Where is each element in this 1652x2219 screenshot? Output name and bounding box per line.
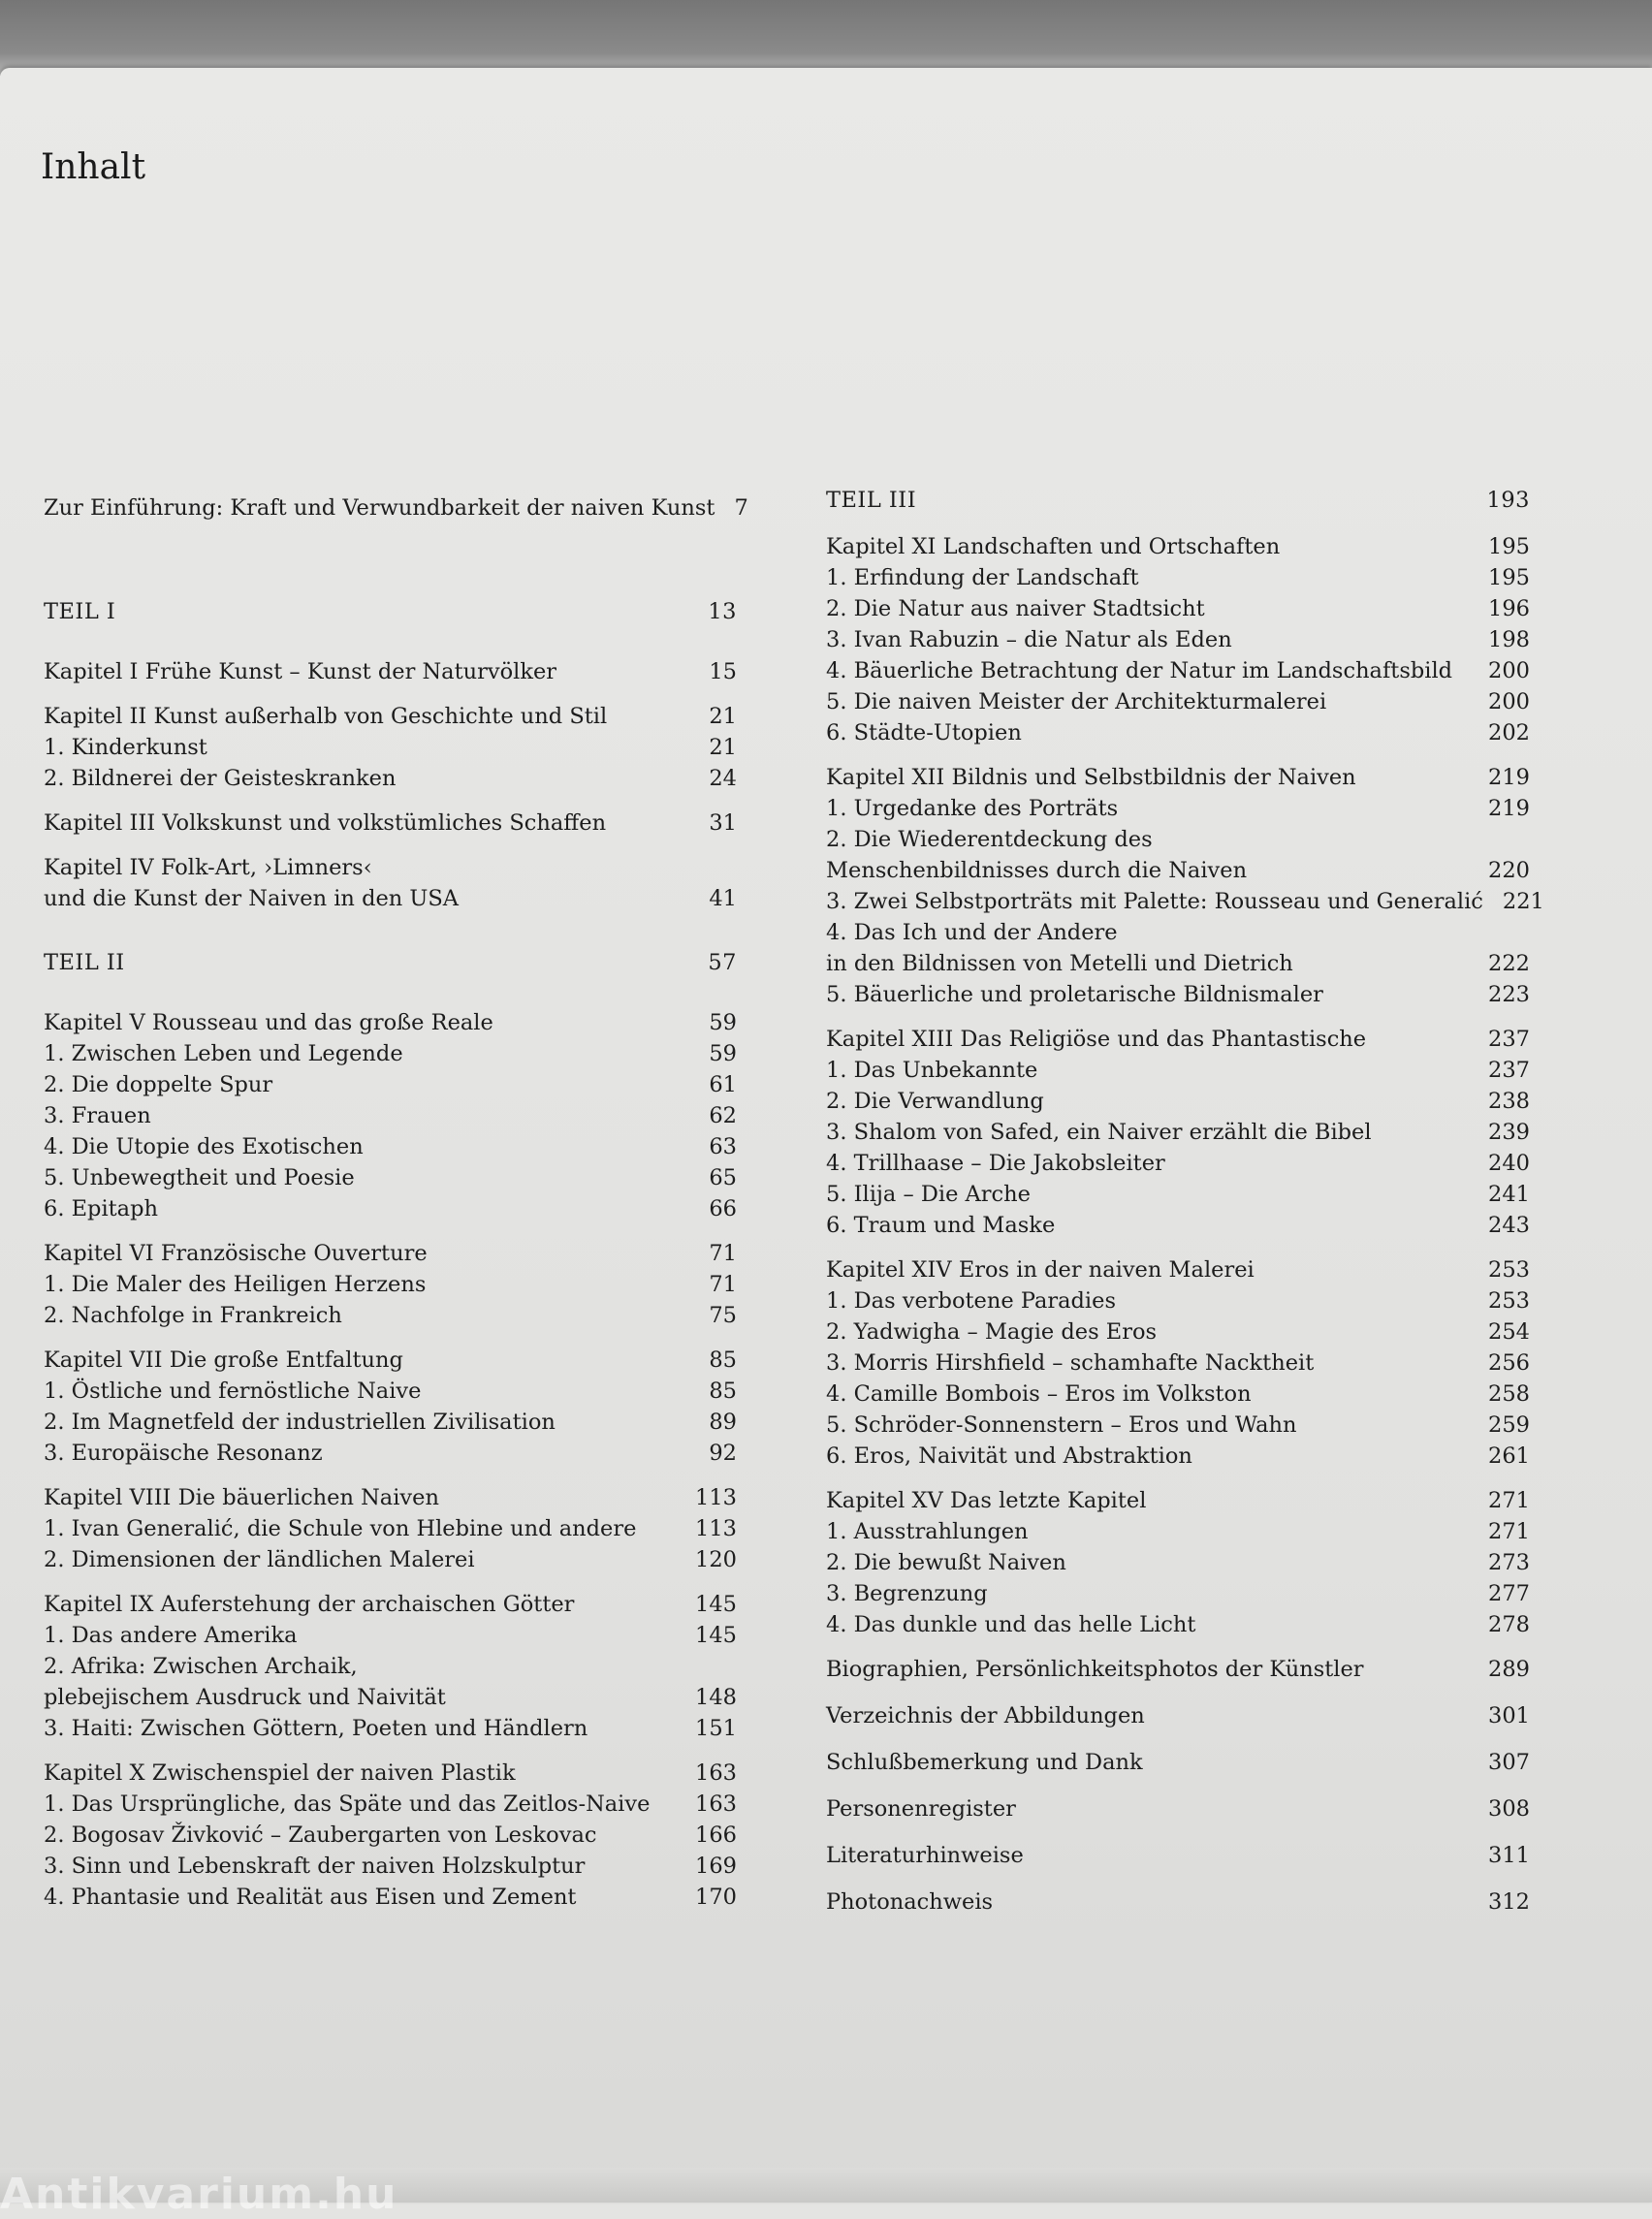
- toc-section-entry[interactable]: [44, 1407, 737, 1438]
- toc-section-entry[interactable]: [44, 763, 737, 794]
- entry-title: Kapitel XI Landschaften und Ortschaften: [826, 534, 1281, 559]
- toc-section-entry[interactable]: [826, 686, 1530, 717]
- entry-page: 31: [709, 810, 737, 836]
- part-title: TEIL I: [44, 599, 116, 624]
- entry-page: 271: [1488, 1488, 1530, 1513]
- toc-section-entry[interactable]: [44, 1544, 737, 1575]
- entry-page: 237: [1488, 1058, 1530, 1083]
- toc-section-entry[interactable]: [44, 1820, 737, 1851]
- toc-section-entry[interactable]: [826, 655, 1530, 686]
- entry-title: Kapitel III Volkskunst und volkstümliches Schaffen: [44, 810, 607, 836]
- entry-page: 223: [1488, 982, 1530, 1007]
- toc-section-entry[interactable]: [826, 948, 1530, 979]
- chapter-group: [44, 1589, 737, 1744]
- entry-title: 6. Eros, Naivität und Abstraktion: [826, 1443, 1192, 1469]
- entry-page: 59: [709, 1010, 737, 1035]
- entry-page: 240: [1488, 1151, 1530, 1176]
- entry-title: Kapitel II Kunst außerhalb von Geschichte und Stil: [44, 704, 608, 729]
- entry-title: Personenregister: [826, 1796, 1016, 1822]
- entry-page: 89: [709, 1410, 737, 1435]
- entry-title: 2. Im Magnetfeld der industriellen Zivilisation: [44, 1410, 556, 1435]
- entry-title: und die Kunst der Naiven in den USA: [44, 886, 460, 911]
- toc-section-entry[interactable]: [826, 1609, 1530, 1640]
- entry-title: Kapitel XV Das letzte Kapitel: [826, 1488, 1147, 1513]
- entry-title: 6. Traum und Maske: [826, 1213, 1056, 1238]
- part-title: TEIL II: [44, 950, 125, 975]
- entry-title: Kapitel V Rousseau und das große Reale: [44, 1010, 493, 1035]
- toc-section-entry[interactable]: [44, 1131, 737, 1162]
- chapter-group: [44, 701, 737, 794]
- toc-section-entry[interactable]: [826, 717, 1530, 748]
- entry-page: 170: [695, 1885, 737, 1910]
- entry-page: 75: [709, 1303, 737, 1328]
- toc-section-entry[interactable]: [826, 1055, 1530, 1086]
- entry-page: 148: [695, 1685, 737, 1710]
- entry-page: 59: [709, 1041, 737, 1066]
- entry-page: 163: [695, 1760, 737, 1786]
- toc-chapter-entry[interactable]: [826, 531, 1530, 562]
- chapter-group: [44, 656, 737, 687]
- toc-section-entry[interactable]: [44, 1789, 737, 1820]
- entry-page: 254: [1488, 1319, 1530, 1345]
- part-page: 13: [708, 599, 737, 624]
- entry-title: 3. Zwei Selbstporträts mit Palette: Rousseau und Generalić: [826, 889, 1483, 914]
- toc-back-matter-entry[interactable]: [826, 1700, 1530, 1731]
- toc-left-column: [44, 492, 748, 1926]
- entry-page: 278: [1488, 1612, 1530, 1637]
- chapter-group: [826, 762, 1544, 1010]
- entry-page: 92: [709, 1441, 737, 1466]
- entry-title: Kapitel VI Französische Ouverture: [44, 1241, 428, 1266]
- page-title: Inhalt: [41, 147, 146, 187]
- entry-title: Photonachweis: [826, 1889, 994, 1915]
- toc-section-entry[interactable]: [826, 979, 1530, 1010]
- entry-page: 71: [709, 1241, 737, 1266]
- entry-title: 3. Frauen: [44, 1103, 151, 1128]
- toc-chapter-entry[interactable]: [44, 1589, 737, 1620]
- entry-title: 1. Erfindung der Landschaft: [826, 565, 1139, 590]
- toc-section-entry[interactable]: [44, 1682, 737, 1713]
- entry-page: 202: [1488, 720, 1530, 745]
- entry-page: 239: [1488, 1120, 1530, 1145]
- toc-section-entry[interactable]: [826, 1441, 1530, 1472]
- part-2-chapters: [44, 1007, 737, 1913]
- entry-title: Kapitel XIII Das Religiöse und das Phantastische: [826, 1027, 1367, 1052]
- entry-title: plebejischem Ausdruck und Naivität: [44, 1685, 446, 1710]
- toc-part-3[interactable]: [826, 485, 1530, 516]
- toc-section-entry[interactable]: [44, 732, 737, 763]
- entry-title: 2. Die Natur aus naiver Stadtsicht: [826, 596, 1205, 621]
- toc-section-entry[interactable]: [44, 1300, 737, 1331]
- chapter-group: [44, 1007, 737, 1224]
- entry-page: 200: [1488, 658, 1530, 683]
- entry-page: 21: [709, 704, 737, 729]
- entry-title: 6. Städte-Utopien: [826, 720, 1022, 745]
- entry-page: 312: [1488, 1889, 1530, 1915]
- toc-section-entry[interactable]: [826, 1179, 1530, 1210]
- entry-title: 2. Bogosav Živković – Zaubergarten von Leskovac: [44, 1823, 597, 1848]
- entry-title: 1. Östliche und fernöstliche Naive: [44, 1379, 422, 1404]
- entry-title: 5. Unbewegtheit und Poesie: [44, 1165, 355, 1190]
- toc-section-entry[interactable]: [826, 1086, 1530, 1117]
- entry-page: 62: [709, 1103, 737, 1128]
- toc-section-entry[interactable]: [826, 1379, 1530, 1410]
- entry-page: 21: [709, 735, 737, 760]
- entry-title: 3. Begrenzung: [826, 1581, 988, 1606]
- entry-page: 169: [695, 1854, 737, 1879]
- chapter-group: [44, 1345, 737, 1469]
- entry-title: 2. Die Verwandlung: [826, 1089, 1044, 1114]
- entry-page: 65: [709, 1165, 737, 1190]
- entry-title: Kapitel VIII Die bäuerlichen Naiven: [44, 1485, 439, 1510]
- toc-section-entry[interactable]: [826, 1347, 1530, 1379]
- entry-title: 2. Die bewußt Naiven: [826, 1550, 1066, 1575]
- entry-page: 120: [695, 1547, 737, 1572]
- watermark: Antikvarium.hu: [0, 2170, 398, 2219]
- entry-page: 301: [1488, 1703, 1530, 1728]
- chapter-group: [44, 808, 737, 839]
- entry-title: 2. Yadwigha – Magie des Eros: [826, 1319, 1158, 1345]
- entry-page: 41: [709, 886, 737, 911]
- entry-title: 1. Ausstrahlungen: [826, 1519, 1029, 1544]
- entry-title: 4. Das Ich und der Andere: [826, 920, 1118, 945]
- entry-page: 85: [709, 1379, 737, 1404]
- entry-page: 253: [1488, 1257, 1530, 1283]
- entry-title: Zur Einführung: Kraft und Verwundbarkeit der naiven Kunst: [44, 495, 715, 521]
- entry-title: 5. Bäuerliche und proletarische Bildnismaler: [826, 982, 1323, 1007]
- toc-chapter-entry[interactable]: [44, 808, 737, 839]
- entry-page: 24: [709, 766, 737, 791]
- toc-section-entry[interactable]: [826, 1547, 1530, 1578]
- toc-section-entry[interactable]: [44, 1713, 737, 1744]
- toc-section-entry[interactable]: [826, 855, 1530, 886]
- entry-page: 256: [1488, 1350, 1530, 1376]
- entry-title: Kapitel VII Die große Entfaltung: [44, 1347, 403, 1373]
- toc-chapter-entry[interactable]: [44, 1758, 737, 1789]
- chapter-group: [44, 852, 737, 914]
- entry-page: 253: [1488, 1288, 1530, 1314]
- toc-section-entry[interactable]: [826, 1210, 1530, 1241]
- toc-back-matter-entry[interactable]: [826, 1886, 1530, 1918]
- toc-back-matter-entry[interactable]: [826, 1654, 1530, 1685]
- entry-page: 222: [1488, 951, 1530, 976]
- background-strip: [0, 0, 1652, 76]
- entry-title: Biographien, Persönlichkeitsphotos der Künstler: [826, 1657, 1364, 1682]
- toc-section-entry[interactable]: [44, 1269, 737, 1300]
- entry-title: 1. Das Ursprüngliche, das Späte und das Zeitlos-Naive: [44, 1791, 651, 1817]
- entry-page: 61: [709, 1072, 737, 1097]
- entry-title: Kapitel IV Folk-Art, ›Limners‹: [44, 855, 372, 880]
- entry-title: 1. Kinderkunst: [44, 735, 207, 760]
- toc-right-column: [826, 485, 1544, 1933]
- entry-title: 3. Ivan Rabuzin – die Natur als Eden: [826, 627, 1232, 652]
- entry-title: 5. Schröder-Sonnenstern – Eros und Wahn: [826, 1412, 1297, 1438]
- entry-page: 289: [1488, 1657, 1530, 1682]
- toc-section-entry[interactable]: [826, 1148, 1530, 1179]
- toc-section-entry[interactable]: [826, 793, 1530, 824]
- entry-title: Schlußbemerkung und Dank: [826, 1750, 1143, 1775]
- entry-page: 196: [1488, 596, 1530, 621]
- entry-title: 4. Camille Bombois – Eros im Volkston: [826, 1381, 1252, 1407]
- toc-back-matter-entry[interactable]: [826, 1793, 1530, 1824]
- entry-title: in den Bildnissen von Metelli und Dietrich: [826, 951, 1293, 976]
- toc-chapter-entry[interactable]: [44, 656, 737, 687]
- entry-page: 311: [1488, 1843, 1530, 1868]
- toc-section-entry[interactable]: [44, 1100, 737, 1131]
- entry-title: 2. Die Wiederentdeckung des: [826, 827, 1153, 852]
- entry-page: 145: [695, 1592, 737, 1617]
- entry-title: 1. Zwischen Leben und Legende: [44, 1041, 403, 1066]
- entry-page: 259: [1488, 1412, 1530, 1438]
- entry-page: 15: [709, 659, 737, 684]
- toc-chapter-entry[interactable]: [826, 1254, 1530, 1285]
- toc-section-entry[interactable]: [44, 1069, 737, 1100]
- entry-title: 4. Trillhaase – Die Jakobsleiter: [826, 1151, 1165, 1176]
- toc-section-entry[interactable]: [826, 624, 1530, 655]
- entry-page: 237: [1488, 1027, 1530, 1052]
- toc-section-entry[interactable]: [826, 593, 1530, 624]
- entry-title: 1. Das Unbekannte: [826, 1058, 1038, 1083]
- entry-page: 85: [709, 1347, 737, 1373]
- toc-chapter-entry[interactable]: [44, 1345, 737, 1376]
- entry-title: 3. Sinn und Lebenskraft der naiven Holzskulptur: [44, 1854, 586, 1879]
- toc-chapter-entry[interactable]: [44, 1482, 737, 1513]
- entry-title: 1. Das andere Amerika: [44, 1623, 298, 1648]
- toc-section-entry[interactable]: [44, 1651, 737, 1682]
- back-matter: [826, 1654, 1530, 1918]
- entry-page: 277: [1488, 1581, 1530, 1606]
- entry-page: 66: [709, 1196, 737, 1221]
- entry-page: 221: [1502, 889, 1544, 914]
- entry-title: 4. Phantasie und Realität aus Eisen und Zement: [44, 1885, 577, 1910]
- entry-title: 5. Ilija – Die Arche: [826, 1182, 1031, 1207]
- toc-section-entry[interactable]: [44, 1376, 737, 1407]
- toc-section-entry[interactable]: [826, 1285, 1530, 1316]
- toc-section-entry[interactable]: [44, 1038, 737, 1069]
- toc-section-entry[interactable]: [826, 886, 1544, 917]
- entry-title: 3. Haiti: Zwischen Göttern, Poeten und Händlern: [44, 1716, 588, 1741]
- chapter-group: [44, 1238, 737, 1331]
- toc-section-entry[interactable]: [826, 1316, 1530, 1347]
- entry-title: 1. Urgedanke des Porträts: [826, 796, 1119, 821]
- toc-section-entry[interactable]: [826, 1578, 1530, 1609]
- entry-page: 163: [695, 1791, 737, 1817]
- toc-part-1[interactable]: [44, 596, 737, 627]
- entry-title: Kapitel I Frühe Kunst – Kunst der Naturvölker: [44, 659, 557, 684]
- toc-back-matter-entry[interactable]: [826, 1747, 1530, 1778]
- entry-page: 238: [1488, 1089, 1530, 1114]
- toc-section-entry[interactable]: [44, 1620, 737, 1651]
- toc-section-entry[interactable]: [826, 1516, 1530, 1547]
- entry-title: Kapitel IX Auferstehung der archaischen Götter: [44, 1592, 575, 1617]
- toc-part-2[interactable]: [44, 947, 737, 978]
- entry-page: 261: [1488, 1443, 1530, 1469]
- entry-page: 151: [695, 1716, 737, 1741]
- toc-section-entry[interactable]: [44, 1438, 737, 1469]
- entry-page: 307: [1488, 1750, 1530, 1775]
- toc-section-entry[interactable]: [826, 824, 1530, 855]
- toc-back-matter-entry[interactable]: [826, 1840, 1530, 1871]
- entry-page: 200: [1488, 689, 1530, 714]
- toc-section-entry[interactable]: [826, 562, 1530, 593]
- entry-page: 308: [1488, 1796, 1530, 1822]
- toc-chapter-entry[interactable]: [826, 762, 1530, 793]
- chapter-group: [44, 1758, 737, 1913]
- entry-page: 219: [1488, 765, 1530, 790]
- entry-page: 195: [1488, 534, 1530, 559]
- entry-page: 243: [1488, 1213, 1530, 1238]
- entry-title: Verzeichnis der Abbildungen: [826, 1703, 1145, 1728]
- part-1-chapters: [44, 656, 737, 914]
- toc-chapter-entry[interactable]: [44, 1007, 737, 1038]
- entry-title: 3. Morris Hirshfield – schamhafte Nacktheit: [826, 1350, 1315, 1376]
- entry-title: 1. Ivan Generalić, die Schule von Hlebine und andere: [44, 1516, 637, 1541]
- toc-chapter-entry[interactable]: [44, 852, 737, 883]
- entry-page: 63: [709, 1134, 737, 1159]
- entry-page: 7: [734, 495, 748, 521]
- chapter-group: [826, 1024, 1530, 1241]
- chapter-group: [44, 1482, 737, 1575]
- toc-section-entry[interactable]: [826, 1117, 1530, 1148]
- toc-section-entry[interactable]: [44, 1882, 737, 1913]
- entry-title: 4. Die Utopie des Exotischen: [44, 1134, 364, 1159]
- entry-page: 113: [695, 1485, 737, 1510]
- entry-page: 198: [1488, 627, 1530, 652]
- toc-section-entry[interactable]: [44, 1162, 737, 1193]
- entry-title: Kapitel XIV Eros in der naiven Malerei: [826, 1257, 1255, 1283]
- entry-page: 258: [1488, 1381, 1530, 1407]
- entry-page: 166: [695, 1823, 737, 1848]
- part-page: 57: [708, 950, 737, 975]
- toc-section-entry[interactable]: [826, 917, 1530, 948]
- part-title: TEIL III: [826, 488, 917, 513]
- entry-title: 6. Epitaph: [44, 1196, 158, 1221]
- entry-title: 2. Die doppelte Spur: [44, 1072, 273, 1097]
- toc-section-entry[interactable]: [826, 1410, 1530, 1441]
- entry-title: 4. Bäuerliche Betrachtung der Natur im Landschaftsbild: [826, 658, 1453, 683]
- entry-title: 4. Das dunkle und das helle Licht: [826, 1612, 1196, 1637]
- entry-page: 113: [695, 1516, 737, 1541]
- toc-section-entry[interactable]: [44, 1851, 737, 1882]
- chapter-group: [826, 1254, 1530, 1472]
- toc-chapter-entry[interactable]: [826, 1024, 1530, 1055]
- chapter-group: [826, 1485, 1530, 1640]
- entry-title: 2. Afrika: Zwischen Archaik,: [44, 1654, 358, 1679]
- entry-page: 219: [1488, 796, 1530, 821]
- entry-title: Literaturhinweise: [826, 1843, 1024, 1868]
- entry-title: 2. Dimensionen der ländlichen Malerei: [44, 1547, 475, 1572]
- chapter-group: [826, 531, 1530, 748]
- toc-section-entry[interactable]: [44, 883, 737, 914]
- entry-title: Menschenbildnisses durch die Naiven: [826, 858, 1248, 883]
- toc-chapter-entry[interactable]: [44, 1238, 737, 1269]
- entry-page: 195: [1488, 565, 1530, 590]
- entry-title: 2. Nachfolge in Frankreich: [44, 1303, 342, 1328]
- entry-title: 2. Bildnerei der Geisteskranken: [44, 766, 397, 791]
- part-3-chapters: [826, 531, 1544, 1640]
- entry-title: 3. Europäische Resonanz: [44, 1441, 323, 1466]
- entry-title: 3. Shalom von Safed, ein Naiver erzählt die Bibel: [826, 1120, 1372, 1145]
- entry-page: 273: [1488, 1550, 1530, 1575]
- entry-title: Kapitel XII Bildnis und Selbstbildnis der Naiven: [826, 765, 1356, 790]
- part-page: 193: [1486, 488, 1530, 513]
- entry-page: 271: [1488, 1519, 1530, 1544]
- toc-section-entry[interactable]: [44, 1513, 737, 1544]
- entry-page: 220: [1488, 858, 1530, 883]
- entry-title: 1. Das verbotene Paradies: [826, 1288, 1116, 1314]
- toc-entry-intro[interactable]: [44, 492, 748, 523]
- entry-page: 145: [695, 1623, 737, 1648]
- toc-chapter-entry[interactable]: [826, 1485, 1530, 1516]
- entry-title: 1. Die Maler des Heiligen Herzens: [44, 1272, 427, 1297]
- entry-page: 71: [709, 1272, 737, 1297]
- entry-page: 241: [1488, 1182, 1530, 1207]
- entry-title: 5. Die naiven Meister der Architekturmalerei: [826, 689, 1327, 714]
- toc-chapter-entry[interactable]: [44, 701, 737, 732]
- toc-section-entry[interactable]: [44, 1193, 737, 1224]
- entry-title: Kapitel X Zwischenspiel der naiven Plastik: [44, 1760, 516, 1786]
